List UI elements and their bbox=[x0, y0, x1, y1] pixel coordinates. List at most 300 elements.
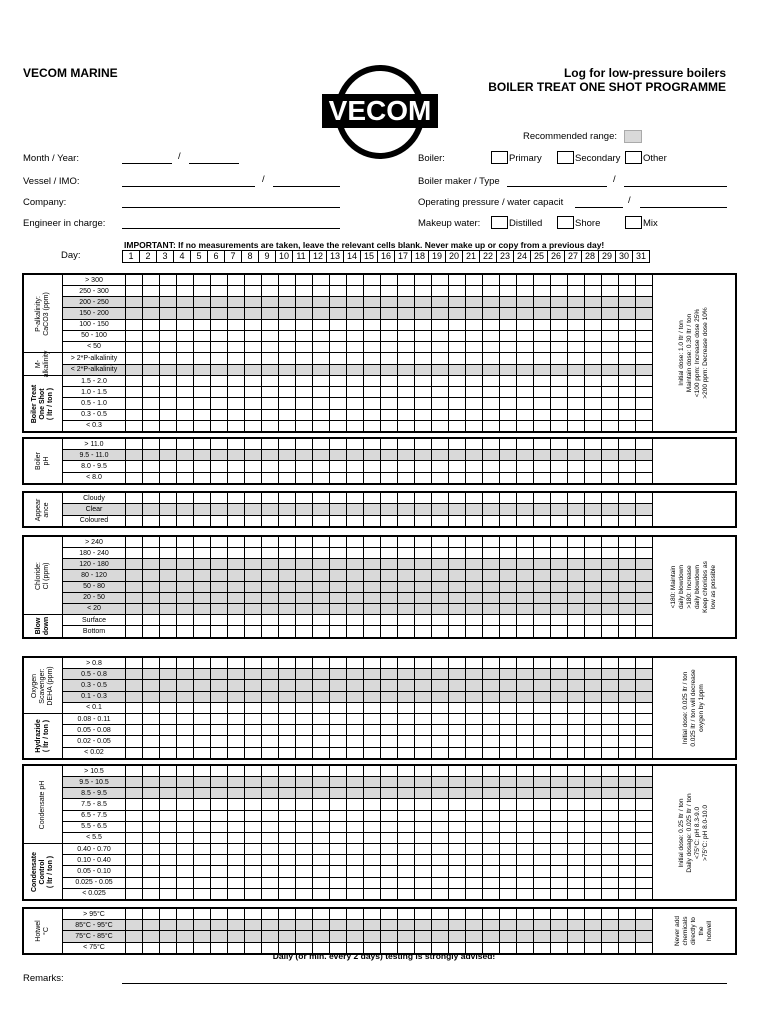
day-cell[interactable] bbox=[636, 286, 653, 297]
day-cell[interactable] bbox=[517, 702, 534, 713]
day-cell[interactable] bbox=[636, 725, 653, 736]
day-cell[interactable] bbox=[160, 548, 177, 559]
day-cell[interactable] bbox=[500, 765, 517, 777]
day-cell[interactable] bbox=[296, 832, 313, 843]
day-cell[interactable] bbox=[330, 536, 347, 548]
day-cell[interactable] bbox=[126, 353, 143, 365]
day-cell[interactable] bbox=[177, 765, 194, 777]
day-cell[interactable] bbox=[143, 920, 160, 931]
day-cell[interactable] bbox=[296, 297, 313, 308]
day-cell[interactable] bbox=[160, 877, 177, 888]
day-cell[interactable] bbox=[585, 472, 602, 484]
day-cell[interactable] bbox=[636, 450, 653, 461]
day-cell[interactable] bbox=[194, 866, 211, 877]
day-cell[interactable] bbox=[483, 747, 500, 759]
day-cell[interactable] bbox=[415, 461, 432, 472]
day-cell[interactable] bbox=[364, 855, 381, 866]
day-cell[interactable] bbox=[619, 515, 636, 527]
day-cell[interactable] bbox=[160, 626, 177, 638]
day-cell[interactable] bbox=[330, 626, 347, 638]
day-cell[interactable] bbox=[534, 364, 551, 376]
day-cell[interactable] bbox=[211, 920, 228, 931]
day-cell[interactable] bbox=[568, 341, 585, 352]
day-cell[interactable] bbox=[517, 330, 534, 341]
day-cell[interactable] bbox=[211, 669, 228, 680]
day-cell[interactable] bbox=[415, 777, 432, 788]
day-cell[interactable] bbox=[177, 409, 194, 420]
day-cell[interactable] bbox=[619, 931, 636, 942]
day-cell[interactable] bbox=[483, 274, 500, 286]
day-cell[interactable] bbox=[330, 398, 347, 409]
day-cell[interactable] bbox=[415, 844, 432, 855]
day-cell[interactable] bbox=[228, 832, 245, 843]
day-cell[interactable] bbox=[194, 409, 211, 420]
day-cell[interactable] bbox=[381, 844, 398, 855]
day-cell[interactable] bbox=[364, 603, 381, 614]
day-cell[interactable] bbox=[143, 420, 160, 432]
day-cell[interactable] bbox=[500, 420, 517, 432]
day-cell[interactable] bbox=[449, 810, 466, 821]
day-cell[interactable] bbox=[585, 492, 602, 504]
day-cell[interactable] bbox=[568, 866, 585, 877]
day-cell[interactable] bbox=[466, 387, 483, 398]
day-cell[interactable] bbox=[279, 536, 296, 548]
day-cell[interactable] bbox=[517, 581, 534, 592]
day-cell[interactable] bbox=[330, 515, 347, 527]
day-cell[interactable] bbox=[568, 765, 585, 777]
day-cell[interactable] bbox=[228, 341, 245, 352]
day-cell[interactable] bbox=[347, 691, 364, 702]
day-cell[interactable] bbox=[500, 680, 517, 691]
day-cell[interactable] bbox=[245, 398, 262, 409]
day-cell[interactable] bbox=[483, 657, 500, 669]
day-cell[interactable] bbox=[279, 888, 296, 900]
day-cell[interactable] bbox=[381, 603, 398, 614]
day-cell[interactable] bbox=[534, 274, 551, 286]
day-cell[interactable] bbox=[381, 615, 398, 626]
day-cell[interactable] bbox=[602, 844, 619, 855]
day-cell[interactable] bbox=[585, 799, 602, 810]
day-cell[interactable] bbox=[415, 515, 432, 527]
day-cell[interactable] bbox=[279, 626, 296, 638]
day-cell[interactable] bbox=[194, 888, 211, 900]
day-cell[interactable] bbox=[296, 777, 313, 788]
day-cell[interactable] bbox=[347, 626, 364, 638]
day-cell[interactable] bbox=[449, 308, 466, 319]
day-cell[interactable] bbox=[534, 461, 551, 472]
day-cell[interactable] bbox=[619, 626, 636, 638]
day-cell[interactable] bbox=[347, 308, 364, 319]
day-cell[interactable] bbox=[194, 376, 211, 387]
day-cell[interactable] bbox=[160, 581, 177, 592]
day-cell[interactable] bbox=[551, 420, 568, 432]
day-cell[interactable] bbox=[347, 409, 364, 420]
day-cell[interactable] bbox=[636, 603, 653, 614]
day-cell[interactable] bbox=[228, 920, 245, 931]
day-cell[interactable] bbox=[636, 387, 653, 398]
day-cell[interactable] bbox=[211, 330, 228, 341]
day-cell[interactable] bbox=[177, 702, 194, 713]
day-cell[interactable] bbox=[262, 877, 279, 888]
day-cell[interactable] bbox=[551, 515, 568, 527]
day-cell[interactable] bbox=[262, 799, 279, 810]
day-cell[interactable] bbox=[381, 592, 398, 603]
day-cell[interactable] bbox=[432, 450, 449, 461]
day-cell[interactable] bbox=[177, 515, 194, 527]
day-cell[interactable] bbox=[194, 438, 211, 450]
day-cell[interactable] bbox=[432, 799, 449, 810]
day-cell[interactable] bbox=[126, 866, 143, 877]
day-cell[interactable] bbox=[143, 319, 160, 330]
day-cell[interactable] bbox=[619, 409, 636, 420]
day-cell[interactable] bbox=[177, 725, 194, 736]
day-cell[interactable] bbox=[602, 461, 619, 472]
day-cell[interactable] bbox=[313, 515, 330, 527]
day-cell[interactable] bbox=[568, 669, 585, 680]
day-cell[interactable] bbox=[177, 274, 194, 286]
day-cell[interactable] bbox=[143, 387, 160, 398]
day-cell[interactable] bbox=[296, 308, 313, 319]
day-cell[interactable] bbox=[228, 319, 245, 330]
day-cell[interactable] bbox=[381, 387, 398, 398]
day-cell[interactable] bbox=[568, 844, 585, 855]
day-cell[interactable] bbox=[449, 297, 466, 308]
day-cell[interactable] bbox=[143, 592, 160, 603]
day-cell[interactable] bbox=[364, 548, 381, 559]
day-cell[interactable] bbox=[602, 438, 619, 450]
day-cell[interactable] bbox=[432, 810, 449, 821]
day-cell[interactable] bbox=[262, 669, 279, 680]
day-cell[interactable] bbox=[619, 832, 636, 843]
day-cell[interactable] bbox=[245, 626, 262, 638]
day-cell[interactable] bbox=[177, 398, 194, 409]
day-cell[interactable] bbox=[160, 888, 177, 900]
day-cell[interactable] bbox=[245, 877, 262, 888]
day-cell[interactable] bbox=[160, 844, 177, 855]
day-cell[interactable] bbox=[619, 330, 636, 341]
day-cell[interactable] bbox=[364, 777, 381, 788]
day-cell[interactable] bbox=[245, 855, 262, 866]
day-cell[interactable] bbox=[619, 504, 636, 515]
day-cell[interactable] bbox=[449, 570, 466, 581]
day-cell[interactable] bbox=[194, 330, 211, 341]
day-cell[interactable] bbox=[143, 799, 160, 810]
day-cell[interactable] bbox=[228, 570, 245, 581]
day-cell[interactable] bbox=[449, 515, 466, 527]
day-cell[interactable] bbox=[415, 725, 432, 736]
day-cell[interactable] bbox=[500, 472, 517, 484]
day-cell[interactable] bbox=[330, 420, 347, 432]
day-cell[interactable] bbox=[483, 920, 500, 931]
day-cell[interactable] bbox=[466, 581, 483, 592]
day-cell[interactable] bbox=[619, 472, 636, 484]
day-cell[interactable] bbox=[517, 736, 534, 747]
day-cell[interactable] bbox=[143, 472, 160, 484]
day-cell[interactable] bbox=[211, 747, 228, 759]
day-cell[interactable] bbox=[432, 725, 449, 736]
day-cell[interactable] bbox=[636, 866, 653, 877]
day-cell[interactable] bbox=[177, 548, 194, 559]
day-cell[interactable] bbox=[381, 866, 398, 877]
day-cell[interactable] bbox=[483, 472, 500, 484]
day-cell[interactable] bbox=[194, 702, 211, 713]
day-cell[interactable] bbox=[619, 821, 636, 832]
day-cell[interactable] bbox=[534, 788, 551, 799]
day-cell[interactable] bbox=[602, 420, 619, 432]
day-cell[interactable] bbox=[177, 777, 194, 788]
day-cell[interactable] bbox=[262, 330, 279, 341]
day-cell[interactable] bbox=[296, 461, 313, 472]
day-cell[interactable] bbox=[347, 461, 364, 472]
day-cell[interactable] bbox=[534, 420, 551, 432]
day-cell[interactable] bbox=[551, 353, 568, 365]
day-cell[interactable] bbox=[568, 888, 585, 900]
day-cell[interactable] bbox=[330, 669, 347, 680]
day-cell[interactable] bbox=[228, 702, 245, 713]
day-cell[interactable] bbox=[279, 450, 296, 461]
day-cell[interactable] bbox=[619, 702, 636, 713]
day-cell[interactable] bbox=[211, 581, 228, 592]
day-cell[interactable] bbox=[432, 409, 449, 420]
day-cell[interactable] bbox=[364, 736, 381, 747]
day-cell[interactable] bbox=[296, 747, 313, 759]
day-cell[interactable] bbox=[177, 920, 194, 931]
day-cell[interactable] bbox=[177, 341, 194, 352]
day-cell[interactable] bbox=[381, 548, 398, 559]
day-cell[interactable] bbox=[262, 920, 279, 931]
day-cell[interactable] bbox=[466, 855, 483, 866]
day-cell[interactable] bbox=[279, 777, 296, 788]
day-cell[interactable] bbox=[313, 810, 330, 821]
day-cell[interactable] bbox=[347, 504, 364, 515]
day-cell[interactable] bbox=[449, 504, 466, 515]
day-cell[interactable] bbox=[483, 691, 500, 702]
day-cell[interactable] bbox=[636, 615, 653, 626]
day-cell[interactable] bbox=[449, 592, 466, 603]
day-cell[interactable] bbox=[500, 461, 517, 472]
day-cell[interactable] bbox=[432, 353, 449, 365]
day-cell[interactable] bbox=[585, 581, 602, 592]
day-cell[interactable] bbox=[568, 308, 585, 319]
day-cell[interactable] bbox=[228, 680, 245, 691]
day-cell[interactable] bbox=[517, 691, 534, 702]
day-cell[interactable] bbox=[449, 353, 466, 365]
day-cell[interactable] bbox=[568, 855, 585, 866]
day-cell[interactable] bbox=[177, 319, 194, 330]
day-cell[interactable] bbox=[449, 669, 466, 680]
day-cell[interactable] bbox=[364, 420, 381, 432]
day-cell[interactable] bbox=[381, 286, 398, 297]
day-cell[interactable] bbox=[296, 592, 313, 603]
day-cell[interactable] bbox=[585, 736, 602, 747]
day-cell[interactable] bbox=[364, 799, 381, 810]
day-cell[interactable] bbox=[296, 376, 313, 387]
day-cell[interactable] bbox=[483, 603, 500, 614]
day-cell[interactable] bbox=[534, 832, 551, 843]
day-cell[interactable] bbox=[517, 725, 534, 736]
day-cell[interactable] bbox=[449, 931, 466, 942]
day-cell[interactable] bbox=[330, 866, 347, 877]
day-cell[interactable] bbox=[636, 777, 653, 788]
day-cell[interactable] bbox=[313, 920, 330, 931]
day-cell[interactable] bbox=[568, 387, 585, 398]
day-cell[interactable] bbox=[619, 461, 636, 472]
day-cell[interactable] bbox=[398, 844, 415, 855]
day-cell[interactable] bbox=[245, 387, 262, 398]
pressure-field[interactable] bbox=[575, 207, 623, 208]
day-cell[interactable] bbox=[398, 810, 415, 821]
day-cell[interactable] bbox=[228, 461, 245, 472]
day-cell[interactable] bbox=[143, 308, 160, 319]
day-cell[interactable] bbox=[126, 777, 143, 788]
day-cell[interactable] bbox=[211, 680, 228, 691]
day-cell[interactable] bbox=[347, 364, 364, 376]
day-cell[interactable] bbox=[551, 788, 568, 799]
day-cell[interactable] bbox=[466, 788, 483, 799]
day-cell[interactable] bbox=[347, 702, 364, 713]
day-cell[interactable] bbox=[432, 319, 449, 330]
day-cell[interactable] bbox=[347, 877, 364, 888]
day-cell[interactable] bbox=[330, 855, 347, 866]
day-cell[interactable] bbox=[585, 353, 602, 365]
day-cell[interactable] bbox=[398, 736, 415, 747]
day-cell[interactable] bbox=[619, 866, 636, 877]
day-cell[interactable] bbox=[143, 821, 160, 832]
day-cell[interactable] bbox=[602, 747, 619, 759]
day-cell[interactable] bbox=[364, 888, 381, 900]
day-cell[interactable] bbox=[126, 409, 143, 420]
day-cell[interactable] bbox=[551, 330, 568, 341]
day-cell[interactable] bbox=[245, 680, 262, 691]
day-cell[interactable] bbox=[636, 570, 653, 581]
day-cell[interactable] bbox=[381, 450, 398, 461]
day-cell[interactable] bbox=[415, 626, 432, 638]
day-cell[interactable] bbox=[296, 626, 313, 638]
day-cell[interactable] bbox=[517, 376, 534, 387]
day-cell[interactable] bbox=[330, 353, 347, 365]
day-cell[interactable] bbox=[585, 810, 602, 821]
day-cell[interactable] bbox=[432, 308, 449, 319]
day-cell[interactable] bbox=[449, 877, 466, 888]
day-cell[interactable] bbox=[262, 387, 279, 398]
day-cell[interactable] bbox=[296, 615, 313, 626]
day-cell[interactable] bbox=[194, 492, 211, 504]
day-cell[interactable] bbox=[279, 747, 296, 759]
day-cell[interactable] bbox=[534, 888, 551, 900]
day-cell[interactable] bbox=[364, 725, 381, 736]
day-cell[interactable] bbox=[398, 592, 415, 603]
day-cell[interactable] bbox=[500, 931, 517, 942]
day-cell[interactable] bbox=[194, 353, 211, 365]
day-cell[interactable] bbox=[398, 747, 415, 759]
day-cell[interactable] bbox=[517, 821, 534, 832]
day-cell[interactable] bbox=[194, 504, 211, 515]
day-cell[interactable] bbox=[551, 669, 568, 680]
day-cell[interactable] bbox=[143, 274, 160, 286]
day-cell[interactable] bbox=[143, 844, 160, 855]
day-cell[interactable] bbox=[177, 747, 194, 759]
day-cell[interactable] bbox=[534, 615, 551, 626]
day-cell[interactable] bbox=[194, 387, 211, 398]
day-cell[interactable] bbox=[534, 866, 551, 877]
day-cell[interactable] bbox=[483, 409, 500, 420]
day-cell[interactable] bbox=[245, 765, 262, 777]
day-cell[interactable] bbox=[211, 765, 228, 777]
day-cell[interactable] bbox=[534, 680, 551, 691]
day-cell[interactable] bbox=[211, 286, 228, 297]
day-cell[interactable] bbox=[262, 420, 279, 432]
day-cell[interactable] bbox=[517, 420, 534, 432]
day-cell[interactable] bbox=[194, 877, 211, 888]
day-cell[interactable] bbox=[245, 888, 262, 900]
day-cell[interactable] bbox=[381, 472, 398, 484]
day-cell[interactable] bbox=[398, 420, 415, 432]
day-cell[interactable] bbox=[211, 931, 228, 942]
day-cell[interactable] bbox=[245, 330, 262, 341]
day-cell[interactable] bbox=[313, 319, 330, 330]
day-cell[interactable] bbox=[364, 376, 381, 387]
day-cell[interactable] bbox=[636, 908, 653, 920]
day-cell[interactable] bbox=[551, 603, 568, 614]
day-cell[interactable] bbox=[296, 398, 313, 409]
day-cell[interactable] bbox=[568, 286, 585, 297]
day-cell[interactable] bbox=[415, 308, 432, 319]
day-cell[interactable] bbox=[466, 626, 483, 638]
month-field[interactable] bbox=[122, 163, 172, 164]
day-cell[interactable] bbox=[211, 691, 228, 702]
day-cell[interactable] bbox=[398, 680, 415, 691]
day-cell[interactable] bbox=[143, 626, 160, 638]
day-cell[interactable] bbox=[585, 420, 602, 432]
day-cell[interactable] bbox=[296, 765, 313, 777]
day-cell[interactable] bbox=[619, 714, 636, 725]
day-cell[interactable] bbox=[534, 308, 551, 319]
day-cell[interactable] bbox=[517, 714, 534, 725]
day-cell[interactable] bbox=[449, 461, 466, 472]
day-cell[interactable] bbox=[330, 559, 347, 570]
day-cell[interactable] bbox=[126, 461, 143, 472]
day-cell[interactable] bbox=[483, 398, 500, 409]
day-cell[interactable] bbox=[143, 657, 160, 669]
day-cell[interactable] bbox=[568, 364, 585, 376]
day-cell[interactable] bbox=[636, 472, 653, 484]
day-cell[interactable] bbox=[551, 286, 568, 297]
day-cell[interactable] bbox=[313, 788, 330, 799]
day-cell[interactable] bbox=[364, 821, 381, 832]
day-cell[interactable] bbox=[245, 559, 262, 570]
day-cell[interactable] bbox=[381, 736, 398, 747]
day-cell[interactable] bbox=[228, 581, 245, 592]
day-cell[interactable] bbox=[432, 341, 449, 352]
day-cell[interactable] bbox=[534, 398, 551, 409]
day-cell[interactable] bbox=[245, 492, 262, 504]
day-cell[interactable] bbox=[432, 657, 449, 669]
day-cell[interactable] bbox=[449, 821, 466, 832]
day-cell[interactable] bbox=[228, 877, 245, 888]
day-cell[interactable] bbox=[313, 376, 330, 387]
day-cell[interactable] bbox=[619, 844, 636, 855]
day-cell[interactable] bbox=[313, 931, 330, 942]
day-cell[interactable] bbox=[279, 714, 296, 725]
day-cell[interactable] bbox=[211, 702, 228, 713]
day-cell[interactable] bbox=[381, 274, 398, 286]
day-cell[interactable] bbox=[313, 866, 330, 877]
day-cell[interactable] bbox=[551, 592, 568, 603]
day-cell[interactable] bbox=[296, 548, 313, 559]
day-cell[interactable] bbox=[568, 353, 585, 365]
day-cell[interactable] bbox=[466, 330, 483, 341]
day-cell[interactable] bbox=[313, 409, 330, 420]
